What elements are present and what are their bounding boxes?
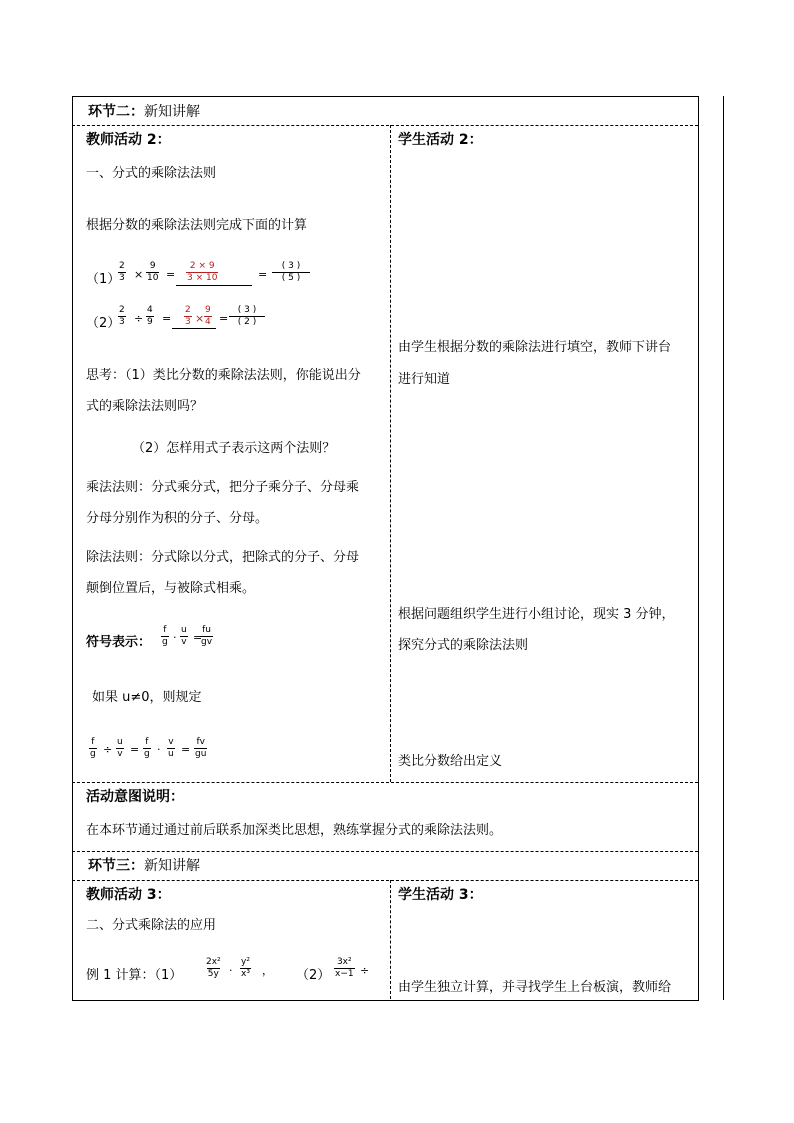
denominator: ( 2 ) [229, 316, 265, 328]
equals-symbol: = [162, 312, 172, 325]
section3-header-title: 新知讲解 [144, 858, 200, 874]
student-note-fill-in: 由学生根据分数的乘除法进行填空，教师下讲台 [398, 340, 672, 355]
fraction-2x2-5y [205, 957, 222, 980]
student-note-discussion-cont: 探究分式的乘除法法则 [398, 638, 529, 653]
division-rule-line2: 颠倒位置后，与被除式相乘。 [86, 581, 256, 596]
denominator: 10 [147, 273, 159, 283]
application-heading: 二、分式乘除法的应用 [86, 918, 217, 933]
rule-heading: 一、分式的乘除法法则 [86, 166, 217, 181]
right-margin-rule [723, 96, 724, 1000]
example1-label: （1） [86, 272, 121, 287]
student-note-independent: 由学生独立计算，并寻找学生上台板演，教师给 [398, 980, 672, 995]
denominator: v [117, 749, 123, 759]
student-note-discussion: 根据问题组织学生进行小组讨论，现实 3 分钟， [398, 607, 675, 622]
denominator: 3 [119, 317, 125, 327]
denominator: gu [195, 749, 207, 759]
numerator: 9 [205, 305, 211, 315]
fraction-f-g [143, 737, 151, 760]
equals-symbol: = [166, 268, 176, 281]
fraction-fu-gv [200, 625, 213, 648]
row-divider [72, 125, 698, 126]
equals-symbol: = [193, 631, 203, 644]
fraction-v-u [167, 737, 175, 760]
answer-fraction-3-2 [229, 305, 265, 328]
numerator: 2 × 9 [189, 261, 215, 271]
filled-fraction-2-3 [184, 305, 192, 328]
denominator: gv [201, 637, 213, 647]
denominator: g [90, 749, 96, 759]
think-question-line1: 思考：（1）类比分数的乘除法法则，你能说出分 [86, 368, 361, 383]
numerator: 2 [119, 305, 125, 315]
fraction-f-g [161, 625, 169, 648]
numerator: fv [196, 737, 205, 747]
example-1-label: 例 1 计算：（1） [86, 968, 183, 983]
numerator: u [117, 737, 123, 747]
denominator: 3 [119, 273, 125, 283]
equals-symbol: = [258, 268, 268, 281]
divide-symbol: ÷ [103, 743, 113, 756]
section3-header-label: 环节三： [88, 858, 144, 874]
teacher-activity-3-title: 教师活动 3： [86, 887, 171, 903]
teacher-activity-2-title: 教师活动 2： [86, 132, 171, 148]
divide-symbol: ÷ [134, 312, 144, 325]
numerator: v [168, 737, 174, 747]
numerator: ( 3 ) [237, 305, 257, 315]
denominator: x³ [241, 969, 250, 979]
numerator: 9 [149, 261, 156, 271]
multiplication-rule-line2: 分母分别作为积的分子、分母。 [86, 511, 269, 526]
numerator: u [181, 625, 187, 635]
student-note-fill-in-cont: 进行知道 [398, 372, 451, 387]
denominator: 3 [185, 317, 191, 327]
student-note-definition: 类比分数给出定义 [398, 754, 503, 769]
student-activity-3-title: 学生活动 3： [398, 887, 483, 903]
division-rule-line1: 除法法则：分式除以分式，把除式的分子、分母 [86, 550, 360, 565]
fraction-u-v [180, 625, 188, 648]
filled-fraction-9-4 [204, 305, 212, 328]
numerator: 2 [185, 305, 191, 315]
fraction-f-g [89, 737, 97, 760]
think-question-line2: 式的乘除法法则吗？ [86, 399, 204, 414]
numerator: 2 [119, 261, 125, 271]
numerator: y² [241, 957, 250, 967]
fraction-2-3 [118, 305, 126, 328]
filled-fraction-product [186, 261, 218, 284]
fraction-u-v [116, 737, 124, 760]
denominator: g [162, 637, 168, 647]
think-question-line3: （2）怎样用式子表示这两个法则？ [132, 441, 336, 456]
denominator: ( 5 ) [272, 272, 310, 284]
denominator: 5y [207, 969, 219, 979]
fraction-fv-gu [194, 737, 207, 760]
numerator: f [145, 737, 149, 747]
numerator: f [163, 625, 167, 635]
divide-symbol: ÷ [360, 964, 370, 977]
equals-symbol: = [130, 743, 140, 756]
intent-text: 在本环节通过通过前后联系加深类比思想，熟练掌握分式的乘除法法则。 [86, 823, 503, 838]
column-divider [390, 125, 391, 782]
denominator: g [144, 749, 150, 759]
numerator: fu [202, 625, 211, 635]
symbol-label: 符号表示： [86, 635, 152, 650]
answer-underline [176, 285, 252, 286]
row-divider [72, 880, 698, 881]
denominator: x−1 [335, 969, 354, 979]
example2-label: （2） [86, 316, 121, 331]
fraction-9-10 [146, 261, 159, 284]
section2-header-title: 新知讲解 [144, 104, 200, 120]
denominator: u [168, 749, 174, 759]
times-symbol: × [134, 268, 144, 281]
equals-symbol: = [181, 743, 191, 756]
dot-symbol: · [173, 631, 177, 644]
section3-header [88, 855, 200, 875]
condition-text: 如果 u≠0，则规定 [92, 690, 202, 705]
fraction-4-9 [146, 305, 154, 328]
denominator: 4 [205, 317, 211, 327]
intro-text: 根据分数的乘除法法则完成下面的计算 [86, 218, 308, 233]
equals-symbol: = [219, 312, 229, 325]
intent-title: 活动意图说明： [86, 789, 184, 805]
section2-header [88, 101, 200, 121]
comma: ， [262, 964, 273, 977]
answer-fraction-3-5 [272, 261, 310, 284]
times-symbol: × [195, 312, 205, 325]
denominator: v [181, 637, 187, 647]
numerator: ( 3 ) [281, 261, 301, 271]
numerator: f [91, 737, 95, 747]
dot-symbol: · [157, 743, 161, 756]
fraction-3x2-x-1 [334, 957, 355, 980]
multiplication-rule-line1: 乘法法则：分式乘分式，把分子乘分子、分母乘 [86, 480, 360, 495]
denominator: 3 × 10 [187, 273, 218, 283]
answer-underline [172, 328, 216, 329]
row-divider [72, 782, 698, 783]
fraction-y2-x3 [240, 957, 251, 980]
numerator: 2x² [206, 957, 221, 967]
numerator: 4 [147, 305, 153, 315]
example-1-part2-label: （2） [296, 968, 331, 983]
student-activity-2-title: 学生活动 2： [398, 132, 483, 148]
fraction-2-3 [118, 261, 126, 284]
section2-header-label: 环节二： [88, 104, 144, 120]
denominator: 9 [147, 317, 153, 327]
row-divider [72, 851, 698, 852]
column-divider [390, 880, 391, 999]
numerator: 3x² [336, 957, 352, 967]
dot-symbol: · [229, 964, 233, 977]
